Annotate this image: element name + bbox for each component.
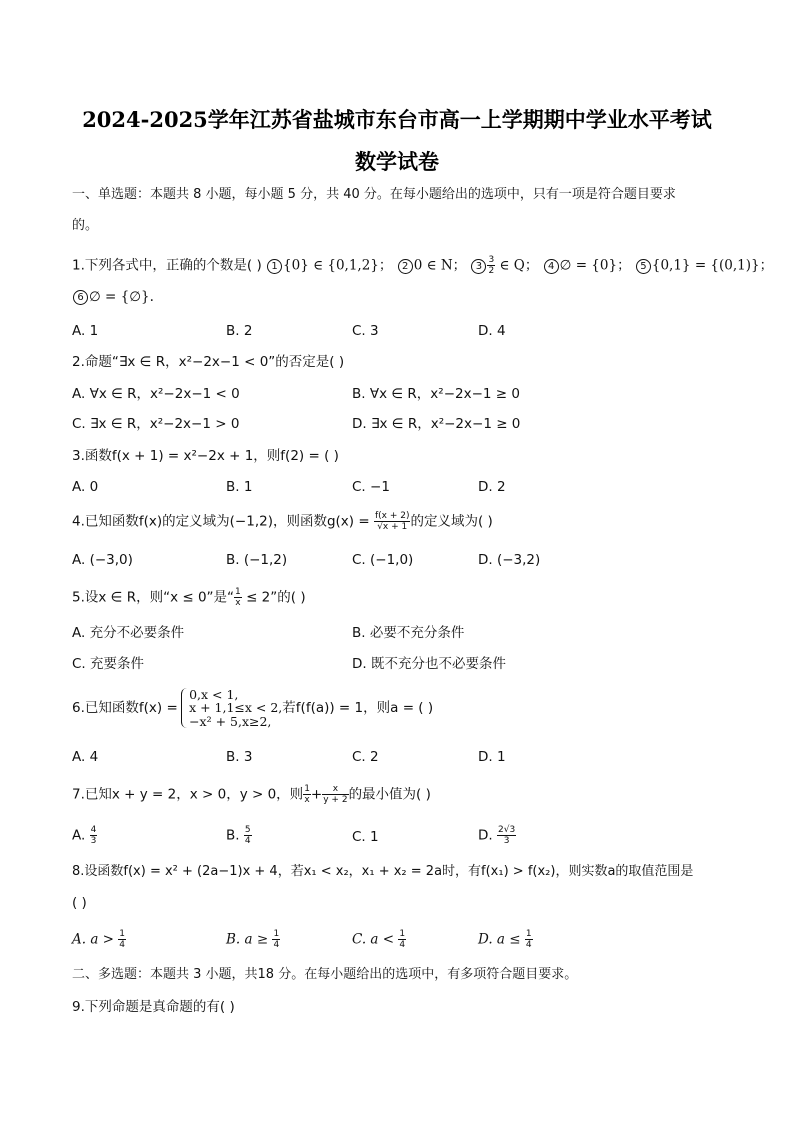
q7-frac-2-num: x bbox=[322, 784, 348, 795]
q5-frac bbox=[234, 587, 242, 608]
q6-row-2: x + 1,1≤x < 2, bbox=[189, 700, 283, 716]
q7-option-b-den: 4 bbox=[244, 836, 251, 846]
q3-option-a: A. 0 bbox=[72, 479, 99, 495]
q6-row-1: 0,x < 1, bbox=[189, 686, 239, 702]
q7-frac-1 bbox=[303, 784, 311, 805]
q4-option-c: C. (−1,0) bbox=[352, 552, 414, 568]
q8-option-a-num: 1 bbox=[119, 929, 126, 939]
q8-option-b bbox=[226, 929, 280, 950]
q4-stem-a: 4.已知函数f(x)的定义域为(−1,2)，则函数g(x) = bbox=[72, 513, 374, 530]
q7-option-b-label: B. bbox=[226, 827, 244, 844]
circled-1: 1 bbox=[267, 259, 282, 274]
q8-option-d-den: 4 bbox=[525, 940, 532, 950]
circled-2: 2 bbox=[398, 259, 413, 274]
q8-option-a bbox=[72, 929, 126, 950]
q8-option-a-frac bbox=[118, 929, 126, 950]
q7-option-b-num: 5 bbox=[244, 825, 251, 835]
q7-option-a-label: A. bbox=[72, 827, 90, 844]
q4-option-a: A. (−3,0) bbox=[72, 552, 133, 568]
q5-frac-num: 1 bbox=[235, 587, 241, 597]
section2-heading: 二、多选题：本题共 3 小题，共18 分。在每小题给出的选项中，有多项符合题目要求。 bbox=[72, 967, 578, 982]
q5-stem-a: 5.设x ∈ R，则“x ≤ 0”是“ bbox=[72, 589, 235, 606]
q1-stmt6: ∅ = {∅}. bbox=[89, 289, 154, 305]
q6-option-c: C. 2 bbox=[352, 749, 379, 765]
circled-5: 5 bbox=[636, 259, 651, 274]
q8-option-a-den: 4 bbox=[119, 940, 126, 950]
q6-row-3: −x² + 5,x≥2, bbox=[189, 713, 272, 729]
q7-option-a-num: 4 bbox=[90, 825, 97, 835]
q8-option-d-frac bbox=[525, 929, 533, 950]
question-9-stem: 9.下列命题是真命题的有( ) bbox=[72, 999, 235, 1015]
q5-stem-b: ≤ 2”的( ) bbox=[241, 589, 306, 606]
q2-option-a: A. ∀x ∈ R，x²−2x−1 < 0 bbox=[72, 386, 240, 402]
q2-option-d: D. ∃x ∈ R，x²−2x−1 ≥ 0 bbox=[352, 416, 521, 432]
q7-frac-2-den: y + 2 bbox=[323, 795, 348, 805]
question-5-stem bbox=[72, 587, 722, 608]
q7-plus: + bbox=[310, 786, 323, 803]
q6-option-d: D. 1 bbox=[478, 749, 506, 765]
q7-option-c-label: C. 1 bbox=[352, 829, 379, 845]
q5-frac-den: x bbox=[235, 598, 241, 608]
q7-option-c bbox=[352, 828, 379, 846]
exam-title: 2024-2025学年江苏省盐城市东台市高一上学期期中学业水平考试 bbox=[82, 107, 712, 132]
question-8-stem: 8.设函数f(x) = x² + (2a−1)x + 4，若x₁ < x₂，x₁ + x₂ = 2a时，有f(x₁) > f(x₂)，则实数a的取值范围是 bbox=[72, 864, 694, 879]
q4-frac bbox=[374, 511, 411, 532]
q1-frac-den: 2 bbox=[488, 266, 495, 276]
q8-option-b-den: 4 bbox=[273, 940, 280, 950]
section1-heading: 一、单选题：本题共 8 小题，每小题 5 分，共 40 分。在每小题给出的选项中，只有一项是符合题目要求 bbox=[72, 187, 676, 202]
q8-option-c-label: C. a < bbox=[352, 931, 399, 948]
q6-option-b: B. 3 bbox=[226, 749, 253, 765]
question-1-stem bbox=[72, 255, 774, 276]
q4-frac-den: √x + 1 bbox=[377, 522, 408, 532]
q1-option-b: B. 2 bbox=[226, 323, 253, 339]
q5-option-b: B. 必要不充分条件 bbox=[352, 625, 465, 641]
question-1-stem-cont bbox=[72, 288, 722, 306]
q7-option-b-frac bbox=[244, 825, 252, 846]
question-2-stem: 2.命题“∃x ∈ R，x²−2x−1 < 0”的否定是( ) bbox=[72, 354, 345, 370]
q8-option-c-num: 1 bbox=[399, 929, 406, 939]
q5-option-d: D. 既不充分也不必要条件 bbox=[352, 656, 506, 672]
q3-option-c: C. −1 bbox=[352, 479, 390, 495]
q6-brace bbox=[181, 688, 188, 728]
q8-option-b-num: 1 bbox=[273, 929, 280, 939]
q7-frac-1-den: x bbox=[304, 795, 310, 805]
q7-frac-1-num: 1 bbox=[304, 784, 310, 794]
q7-frac-2 bbox=[322, 784, 348, 805]
q7-stem-a: 7.已知x + y = 2，x > 0，y > 0，则 bbox=[72, 786, 304, 803]
q8-option-c-den: 4 bbox=[399, 940, 406, 950]
q1-option-d: D. 4 bbox=[478, 323, 506, 339]
q5-option-c: C. 充要条件 bbox=[72, 656, 145, 672]
exam-subtitle: 数学试卷 bbox=[355, 149, 439, 174]
q1-stmt3: ∈ Q； bbox=[495, 257, 539, 274]
q1-stmt4: ∅ = {0}； bbox=[559, 257, 631, 274]
circled-4: 4 bbox=[544, 259, 559, 274]
q1-prefix: 1.下列各式中，正确的个数是( ) bbox=[72, 257, 262, 274]
q6-stem-b: 若f(f(a)) = 1，则a = ( ) bbox=[282, 700, 434, 716]
q1-stmt5: {0,1} = {(0,1)}； bbox=[651, 257, 774, 274]
q7-option-a bbox=[72, 825, 97, 846]
q8-option-d-num: 1 bbox=[525, 929, 532, 939]
section1-heading-cont: 的。 bbox=[72, 218, 99, 233]
q8-option-d bbox=[478, 929, 533, 950]
q6-option-a: A. 4 bbox=[72, 749, 99, 765]
q3-option-b: B. 1 bbox=[226, 479, 253, 495]
question-4-stem bbox=[72, 511, 722, 532]
q3-option-d: D. 2 bbox=[478, 479, 506, 495]
q2-option-b: B. ∀x ∈ R，x²−2x−1 ≥ 0 bbox=[352, 386, 520, 402]
q8-option-c-frac bbox=[398, 929, 406, 950]
q4-option-d: D. (−3,2) bbox=[478, 552, 541, 568]
q1-stmt1: {0} ∈ {0,1,2}； bbox=[283, 257, 393, 274]
q6-piecewise bbox=[182, 688, 282, 729]
q7-stem-b: 的最小值为( ) bbox=[348, 786, 431, 803]
q8-option-a-label: A. a > bbox=[72, 931, 119, 948]
q8-option-b-frac bbox=[272, 929, 280, 950]
q5-option-a: A. 充分不必要条件 bbox=[72, 625, 185, 641]
question-6-stem bbox=[72, 686, 722, 730]
q2-option-c: C. ∃x ∈ R，x²−2x−1 > 0 bbox=[72, 416, 240, 432]
q1-option-c: C. 3 bbox=[352, 323, 379, 339]
q7-option-d-num: 2√3 bbox=[497, 825, 516, 835]
q4-frac-num: f(x + 2) bbox=[374, 511, 410, 521]
q8-option-b-label: B. a ≥ bbox=[226, 931, 273, 948]
q7-option-a-den: 3 bbox=[90, 836, 97, 846]
question-3-stem: 3.函数f(x + 1) = x²−2x + 1，则f(2) = ( ) bbox=[72, 448, 339, 464]
q7-option-d-frac bbox=[497, 825, 516, 846]
q8-option-d-label: D. a ≤ bbox=[478, 931, 525, 948]
q7-option-b bbox=[226, 825, 252, 846]
circled-3: 3 bbox=[471, 259, 486, 274]
q6-piecewise-rows bbox=[182, 688, 282, 729]
q7-option-a-frac bbox=[90, 825, 98, 846]
q8-option-c bbox=[352, 929, 406, 950]
q4-stem-b: 的定义域为( ) bbox=[410, 513, 493, 530]
q4-option-b: B. (−1,2) bbox=[226, 552, 288, 568]
q1-option-a: A. 1 bbox=[72, 323, 99, 339]
q7-option-d-den: 3 bbox=[503, 836, 510, 846]
q1-frac-num: 3 bbox=[488, 255, 495, 265]
q1-stmt2: 0 ∈ N； bbox=[413, 257, 467, 274]
circled-6: 6 bbox=[73, 290, 88, 305]
q7-option-d bbox=[478, 825, 516, 846]
question-8-stem-cont: ( ) bbox=[72, 895, 87, 911]
question-7-stem bbox=[72, 784, 722, 805]
q7-option-d-label: D. bbox=[478, 827, 497, 844]
q6-stem-a: 6.已知函数f(x) = bbox=[72, 700, 183, 716]
